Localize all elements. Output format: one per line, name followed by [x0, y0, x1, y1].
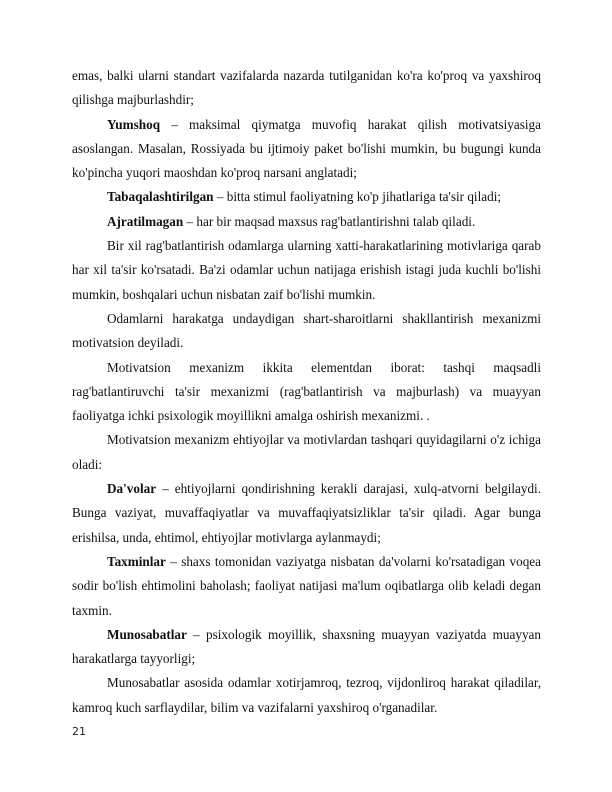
paragraph-ajratilmagan [72, 210, 541, 234]
document-body [72, 64, 541, 720]
paragraph-text: – ehtiyojlarni qondirishning kerakli darajasi, xulq-atvorni belgilaydi. Bunga vaziyat, muvaffaqiyatlar va muvaffaqiyatsizliklar ta'sir qiladi. Agar bunga erishilsa, unda, ehtimol, ehtiyojlar motivlarga aylanmaydi; [72, 481, 541, 545]
paragraph-text: – maksimal qiymatga muvofiq harakat qilish motivatsiyasiga asoslangan. Masalan, Rossiyada bu ijtimoiy paket bo'lishi mumkin, bu bugungi kunda ko'pincha yuqori maoshdan ko'proq narsani anglatadi; [72, 116, 541, 181]
term-taxminlar: Taxminlar [107, 553, 166, 569]
paragraph-munosabatlar [72, 623, 541, 672]
paragraph-motivation-definition [72, 307, 541, 356]
term-munosabatlar: Munosabatlar [107, 626, 187, 642]
paragraph-text: Motivatsion mexanizm ehtiyojlar va motivlardan tashqari quyidagilarni o'z ichiga oladi: [72, 432, 541, 472]
paragraph-yumshoq [72, 113, 541, 186]
term-ajratilmagan: Ajratilmagan [107, 213, 184, 229]
paragraph-continuation [72, 64, 541, 113]
paragraph-mechanism-elements [72, 356, 541, 429]
paragraph-text: – psixologik moyillik, shaxsning muayyan vaziyatda muayyan harakatlarga tayyorligi; [72, 626, 541, 667]
term-yumshoq: Yumshoq [107, 116, 161, 132]
paragraph-text: – bitta stimul faoliyatning ko'p jihatlariga ta'sir qiladi; [213, 189, 502, 205]
paragraph-text: Odamlarni harakatga undaydigan shart-sharoitlarni shakllantirish mexanizmi motivatsion deyiladi. [72, 310, 541, 351]
paragraph-tabaqalashtirilgan [72, 185, 541, 209]
paragraph-text: Munosabatlar asosida odamlar xotirjamroq, tezroq, vijdonliroq harakat qiladilar, kamroq kuch sarflaydilar, bilim va vazifalarni yaxshiroq o'rganadilar. [72, 675, 541, 715]
paragraph-text: – har bir maqsad maxsus rag'batlantirishni talab qiladi. [183, 213, 476, 229]
paragraph-motives [72, 234, 541, 307]
paragraph-text: Motivatsion mexanizm ikkita elementdan iborat: tashqi maqsadli rag'batlantiruvchi ta'sir mexanizmi (rag'batlantirish va majburlash) va muayyan faoliyatga ichki psixologik moyillikni amalga oshirish mexanizmi. . [72, 359, 541, 424]
term-davolar: Da'volar [107, 481, 157, 497]
paragraph-text: Bir xil rag'batlantirish odamlarga ularning xatti-harakatlarining motivlariga qarab har xil ta'sir ko'rsatadi. Ba'zi odamlar uchun natijaga erishish istagi juda kuchli bo'lishi mumkin, boshqalari uchun nisbatan zaif bo'lishi mumkin. [72, 238, 541, 302]
paragraph-taxminlar [72, 550, 541, 623]
paragraph-text: emas, balki ularni standart vazifalarda nazarda tutilganidan ko'ra ko'proq va yaxshiroq qilishga majburlashdir; [72, 68, 541, 108]
paragraph-mechanism-includes [72, 428, 541, 477]
page-number: 21 [72, 725, 86, 738]
paragraph-relations-effect [72, 671, 541, 720]
paragraph-davolar [72, 477, 541, 550]
term-tabaqalashtirilgan: Tabaqalashtirilgan [107, 189, 214, 205]
paragraph-text: – shaxs tomonidan vaziyatga nisbatan da'volarni ko'rsatadigan voqea sodir bo'lish ehtimolini baholash; faoliyat natijasi ma'lum oqibatlarga olib keladi degan taxmin. [72, 553, 541, 618]
